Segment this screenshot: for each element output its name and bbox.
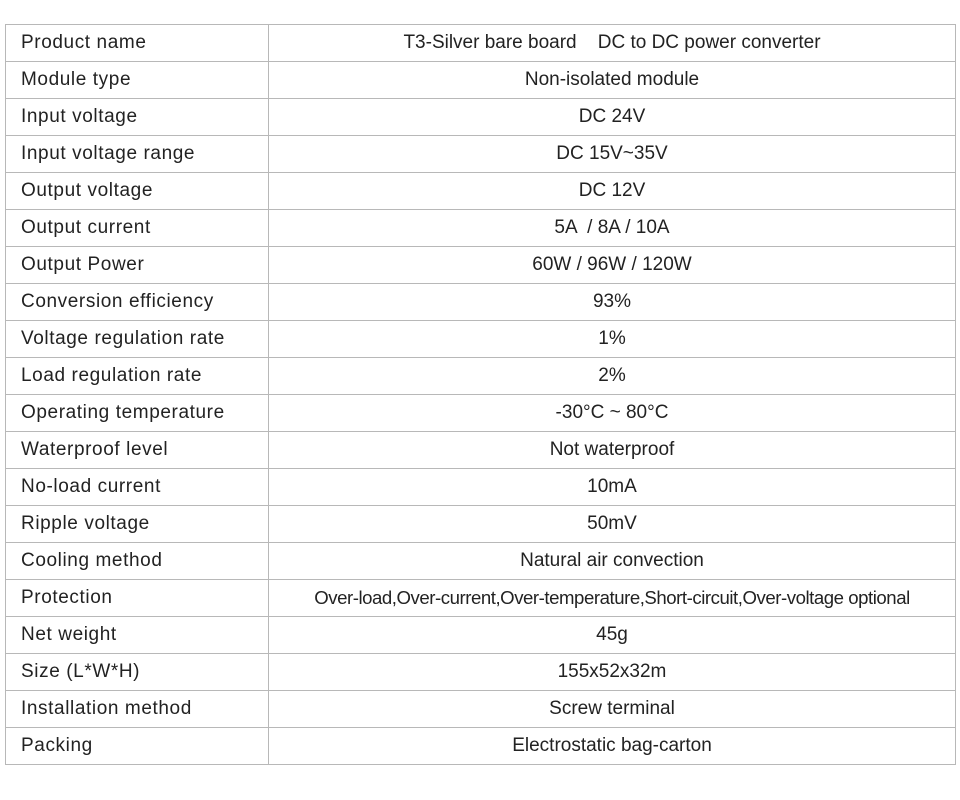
spec-label: Operating temperature (6, 395, 269, 432)
spec-row-module-type (6, 62, 956, 99)
spec-row-waterproof-level (6, 432, 956, 469)
spec-row-net-weight (6, 617, 956, 654)
spec-value: Non-isolated module (269, 62, 956, 99)
spec-value: -30°C ~ 80°C (269, 395, 956, 432)
spec-row-installation-method (6, 691, 956, 728)
spec-value: DC 12V (269, 173, 956, 210)
spec-label: Module type (6, 62, 269, 99)
spec-label: Packing (6, 728, 269, 765)
spec-label: Cooling method (6, 543, 269, 580)
spec-row-load-regulation-rate (6, 358, 956, 395)
spec-label: Installation method (6, 691, 269, 728)
spec-value: 155x52x32m (269, 654, 956, 691)
spec-row-output-current (6, 210, 956, 247)
spec-value: 45g (269, 617, 956, 654)
spec-value: 2% (269, 358, 956, 395)
spec-label: Output voltage (6, 173, 269, 210)
spec-value: 93% (269, 284, 956, 321)
spec-row-packing (6, 728, 956, 765)
spec-row-cooling-method (6, 543, 956, 580)
spec-row-input-voltage (6, 99, 956, 136)
spec-value: 10mA (269, 469, 956, 506)
spec-value: 50mV (269, 506, 956, 543)
spec-label: Load regulation rate (6, 358, 269, 395)
spec-label: Voltage regulation rate (6, 321, 269, 358)
spec-row-protection (6, 580, 956, 617)
spec-value: Not waterproof (269, 432, 956, 469)
spec-row-ripple-voltage (6, 506, 956, 543)
spec-row-output-power (6, 247, 956, 284)
spec-label: Waterproof level (6, 432, 269, 469)
spec-value: 60W / 96W / 120W (269, 247, 956, 284)
spec-value: DC 24V (269, 99, 956, 136)
spec-label: Protection (6, 580, 269, 617)
spec-row-input-voltage-range (6, 136, 956, 173)
spec-label: Output current (6, 210, 269, 247)
spec-table-body (6, 25, 956, 765)
spec-row-no-load-current (6, 469, 956, 506)
spec-row-output-voltage (6, 173, 956, 210)
spec-label: Product name (6, 25, 269, 62)
spec-value: 5A / 8A / 10A (269, 210, 956, 247)
spec-row-conversion-efficiency (6, 284, 956, 321)
spec-label: Input voltage range (6, 136, 269, 173)
spec-row-operating-temperature (6, 395, 956, 432)
spec-label: Output Power (6, 247, 269, 284)
spec-label: Size (L*W*H) (6, 654, 269, 691)
spec-row-voltage-regulation-rate (6, 321, 956, 358)
spec-row-size (6, 654, 956, 691)
spec-label: No-load current (6, 469, 269, 506)
spec-table (5, 24, 956, 765)
spec-value: Electrostatic bag-carton (269, 728, 956, 765)
spec-value: 1% (269, 321, 956, 358)
spec-value: T3-Silver bare board DC to DC power converter (269, 25, 956, 62)
spec-value: Over-load,Over-current,Over-temperature,Short-circuit,Over-voltage optional (269, 580, 956, 617)
spec-label: Conversion efficiency (6, 284, 269, 321)
spec-value: Screw terminal (269, 691, 956, 728)
spec-value: Natural air convection (269, 543, 956, 580)
spec-label: Input voltage (6, 99, 269, 136)
spec-label: Ripple voltage (6, 506, 269, 543)
spec-label: Net weight (6, 617, 269, 654)
spec-row-product-name (6, 25, 956, 62)
spec-value: DC 15V~35V (269, 136, 956, 173)
